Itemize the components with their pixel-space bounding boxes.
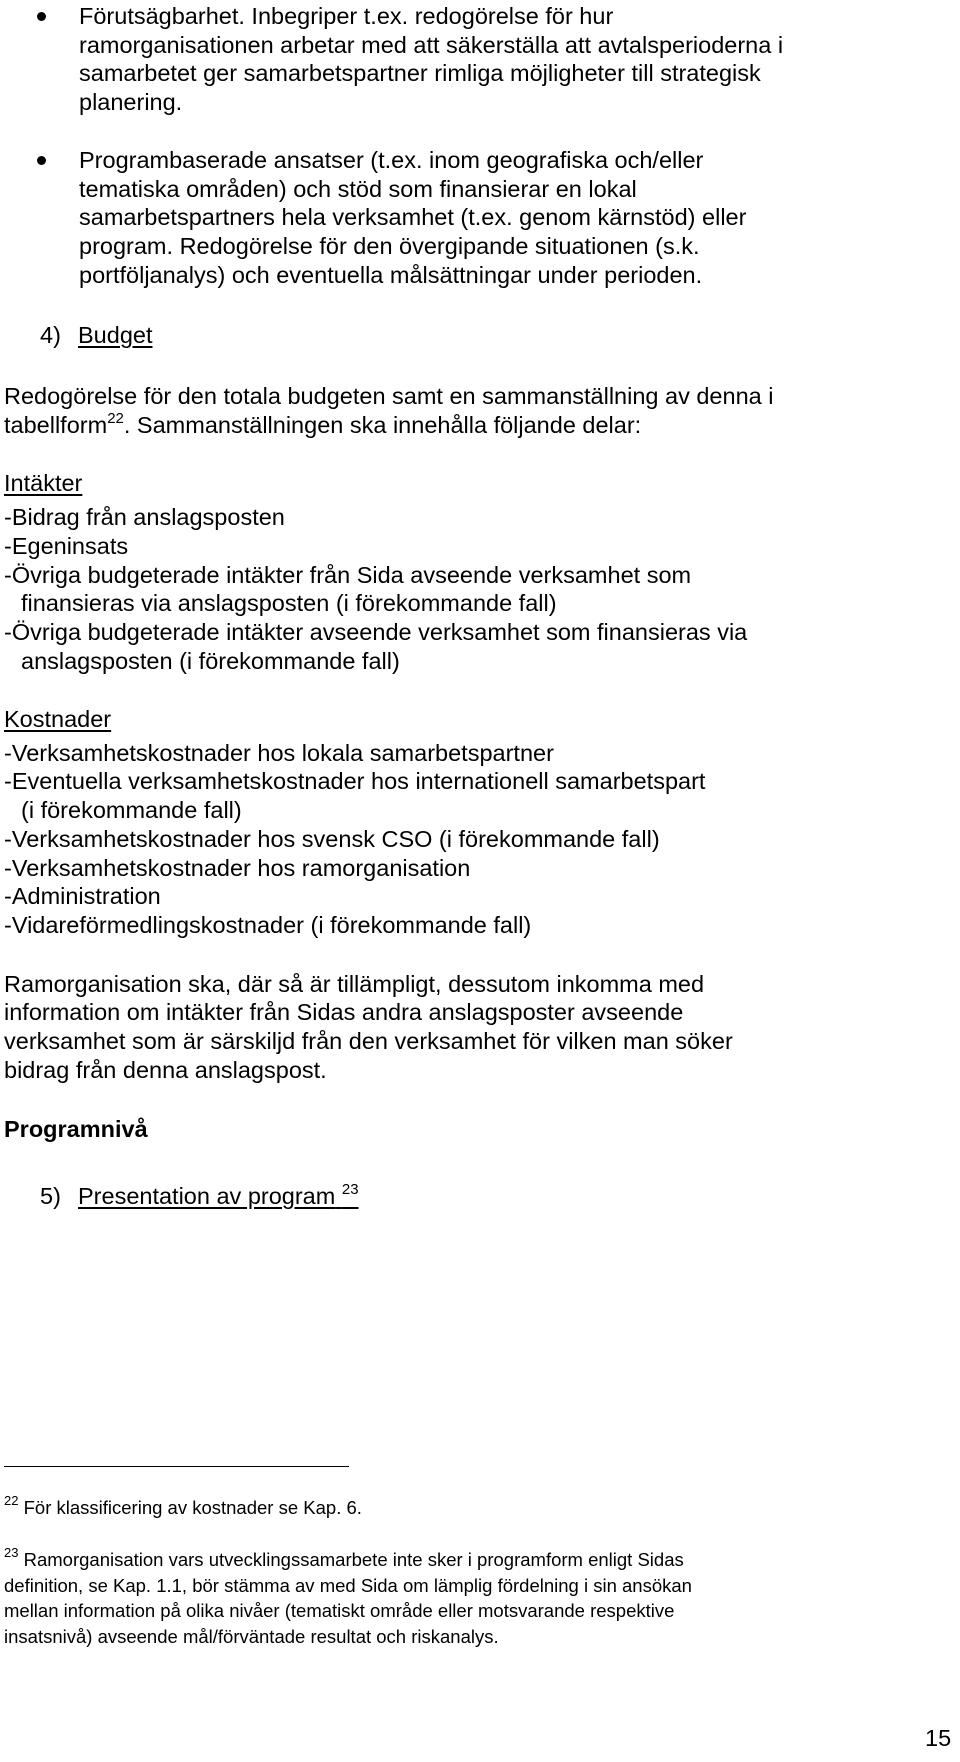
paragraph-line-1: Ramorganisation ska, där så är tillämpligt, dessutom inkomma med: [4, 971, 705, 997]
cost-item-3: -Verksamhetskostnader hos svensk CSO (i förekommande fall): [4, 826, 660, 852]
income-item-4-cont: anslagsposten (i förekommande fall): [21, 648, 400, 674]
footnote-ref-23: 23: [341, 1181, 359, 1198]
income-item-3-cont: finansieras via anslagsposten (i förekommande fall): [21, 590, 557, 616]
income-heading: Intäkter: [4, 470, 83, 496]
page-number: 15: [925, 1725, 952, 1751]
income-item-1: -Bidrag från anslagsposten: [4, 504, 285, 530]
budget-intro-line-1: Redogörelse för den totala budgeten samt en sammanställning av denna i: [4, 383, 774, 409]
footnote-ref-22: 22: [107, 410, 124, 427]
bullet-1-line-1: Förutsägbarhet. Inbegriper t.ex. redogörelse för hur: [79, 3, 614, 29]
cost-item-2-cont: (i förekommande fall): [21, 797, 242, 823]
budget-intro-line-2: tabellform$^{22}$. Sammanställningen ska innehålla följande delar:: [4, 410, 642, 438]
cost-item-6: -Vidareförmedlingskostnader (i förekommande fall): [4, 912, 532, 938]
bullet-1-line-2: ramorganisationen arbetar med att säkerställa att avtalsperioderna i: [79, 32, 784, 58]
section-5-number: 5): [40, 1183, 61, 1209]
footnote-23-line-1: $^{23}$ Ramorganisation vars utvecklingssamarbete inte sker i programform enligt Sidas: [4, 1545, 684, 1570]
footnote-23-mark: 23: [4, 1545, 19, 1560]
cost-item-2: -Eventuella verksamhetskostnader hos internationell samarbetspart: [4, 768, 706, 794]
footnote-22-text: För klassificering av kostnader se Kap. 6.: [23, 1497, 362, 1518]
footnote-22: [4, 1495, 362, 1521]
costs-heading: Kostnader: [4, 706, 112, 732]
bullet-2-line-2: tematiska områden) och stöd som finansierar en lokal: [79, 176, 637, 202]
section-5-title: Presentation av program $^{23}$: [78, 1181, 359, 1209]
bullet-marker: [37, 156, 46, 165]
cost-item-5: -Administration: [4, 883, 161, 909]
footnote-separator: [4, 1466, 349, 1467]
footnote-23-line-3: mellan information på olika nivåer (tematiskt område eller motsvarande respektive: [4, 1600, 675, 1621]
income-item-3: -Övriga budgeterade intäkter från Sida avseende verksamhet som: [4, 562, 692, 588]
footnote-22-mark: 22: [4, 1493, 19, 1508]
footnote-23-line-2: definition, se Kap. 1.1, bör stämma av med Sida om lämplig fördelning i sin ansökan: [4, 1575, 692, 1596]
footnote-23-line-4: insatsnivå) avseende mål/förväntade resultat och riskanalys.: [4, 1626, 499, 1647]
program-level-heading: Programnivå: [4, 1116, 148, 1142]
section-4-number: 4): [40, 322, 61, 348]
section-4-title: Budget: [78, 322, 153, 348]
bullet-2-line-3: samarbetspartners hela verksamhet (t.ex. genom kärnstöd) eller: [79, 204, 747, 230]
bullet-2-line-4: program. Redogörelse för den övergipande situationen (s.k.: [79, 233, 700, 259]
bullet-1-line-3: samarbetet ger samarbetspartner rimliga möjligheter till strategisk: [79, 60, 761, 86]
income-item-2: -Egeninsats: [4, 533, 129, 559]
cost-item-1: -Verksamhetskostnader hos lokala samarbetspartner: [4, 740, 554, 766]
paragraph-line-3: verksamhet som är särskiljd från den verksamhet för vilken man söker: [4, 1028, 733, 1054]
bullet-marker: [37, 12, 46, 21]
bullet-2-line-5: portföljanalys) och eventuella målsättningar under perioden.: [79, 262, 703, 288]
income-item-4: -Övriga budgeterade intäkter avseende verksamhet som finansieras via: [4, 619, 748, 645]
cost-item-4: -Verksamhetskostnader hos ramorganisation: [4, 855, 471, 881]
paragraph-line-4: bidrag från denna anslagspost.: [4, 1057, 327, 1083]
paragraph-line-2: information om intäkter från Sidas andra anslagsposter avseende: [4, 999, 684, 1025]
bullet-2-line-1: Programbaserade ansatser (t.ex. inom geografiska och/eller: [79, 147, 704, 173]
bullet-1-line-4: planering.: [79, 89, 183, 115]
